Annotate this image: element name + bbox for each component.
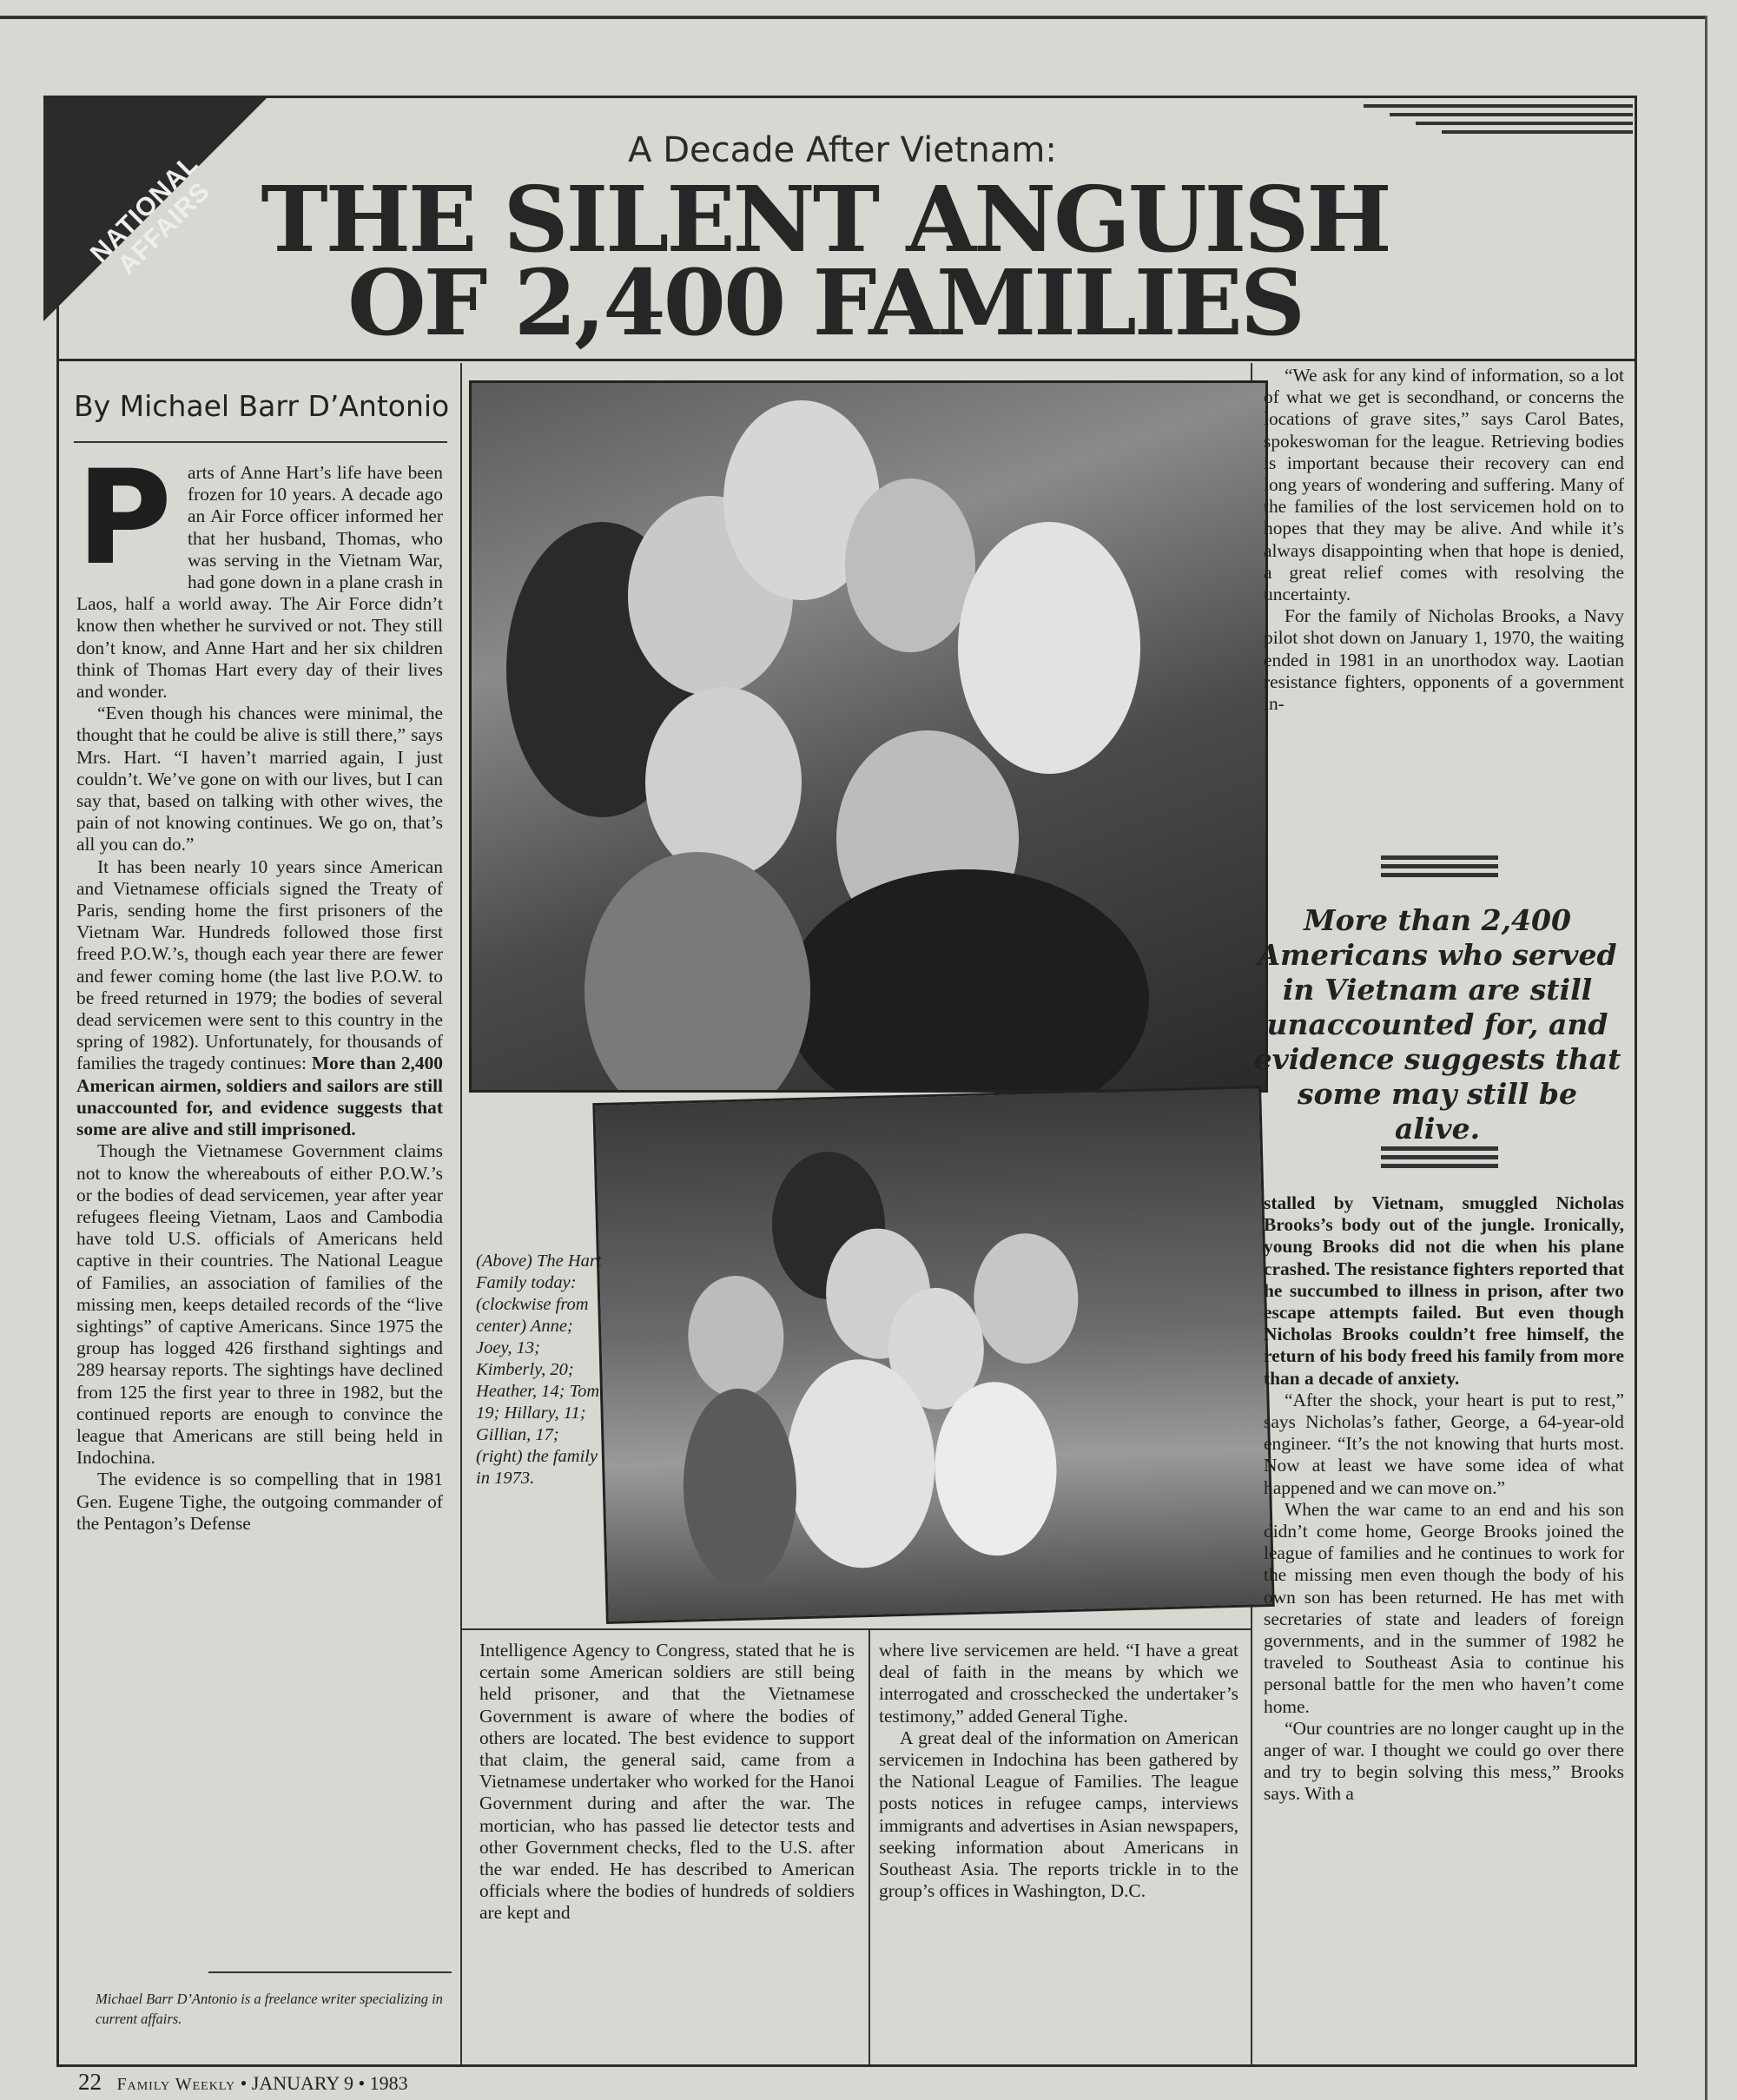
pullquote-rule (1381, 1164, 1498, 1168)
pullquote-rule (1381, 864, 1498, 868)
headline-line-2: OF 2,400 FAMILIES (347, 249, 1303, 356)
article-column-1 (76, 443, 443, 1535)
paragraph: For the family of Nicholas Brooks, a Navy pilot shot down on January 1, 1970, the waiting ended in 1981 in an unorthodox way. Laotian resistance fighters, opponents of a government in- (1264, 605, 1624, 715)
pull-quote: More than 2,400 Americans who served in Vietnam are still unaccounted for, and evidence suggests that some may still be alive. (1253, 903, 1621, 1146)
paragraph: arts of Anne Hart’s life have been frozen for 10 years. A decade ago an Air Force officer informed her that her husband, Thomas, who was serving in the Vietnam War, had gone down in a plane crash in Laos, half a world away. The Air Force didn’t know then whether he survived or not. They still don’t know, and Anne Hart and her six children think of Thomas Hart every day of their lives and wonder. (76, 462, 443, 703)
paragraph: “Even though his chances were minimal, the thought that he could be alive is still there,” says Mrs. Hart. “I haven’t married again, I just couldn’t. We’ve gone on with our lives, but I can say that, based on talking with other wives, the pain of not knowing continues. We go on, that’s all you can do.” (76, 703, 443, 855)
issue-date: • JANUARY 9 • 1983 (240, 2072, 408, 2094)
header-rule (56, 359, 1637, 361)
page-number: 22 (78, 2069, 102, 2095)
headline-line-1: THE SILENT ANGUISH (261, 166, 1390, 273)
paragraph: The evidence is so compelling that in 1981 Gen. Eugene Tighe, the outgoing commander of the Pentagon’s Defense (76, 1469, 443, 1534)
photo-bottom-rule (460, 1628, 1251, 1630)
pullquote-rule (1381, 855, 1498, 860)
paragraph: Though the Vietnamese Government claims not to know the whereabouts of either P.O.W.’s or the bodies of dead servicemen, year after year refugees fleeing Vietnam, Laos and Cambodia have told U.S. officials of Americans held captive in their countries. The National League of Families, an association of families of the missing men, keeps detailed records of the “live sightings” of captive Americans. Since 1975 the group has logged 426 firsthand sightings and 289 hearsay reports. The sightings have declined from 125 the first year to three in 1982, but the continued reports are enough to convince the league that Americans are still being held in Indochina. (76, 1140, 443, 1469)
paragraph: “Our countries are no longer caught up in the anger of war. I thought we could go over there and try to begin solving this mess,” Brooks says. With a (1264, 1717, 1624, 1805)
article-column-3 (879, 1640, 1238, 1902)
decorative-rules (1364, 104, 1633, 139)
byline: By Michael Barr D’Antonio (74, 389, 450, 423)
pullquote-rule (1381, 1155, 1498, 1159)
paragraph (76, 856, 443, 1141)
family-photo-today (469, 380, 1268, 1093)
right-border (1705, 16, 1707, 2100)
pullquote-rule (1381, 873, 1498, 877)
pullquote-rule (1381, 1146, 1498, 1151)
column-rule (460, 363, 462, 2065)
top-border (0, 16, 1707, 19)
paragraph: Intelligence Agency to Congress, stated that he is certain some American soldiers are still being held prisoner, and that the Vietnamese Government is aware of where the bodies of others are located. The best evidence to support that claim, the general said, came from a Vietnamese undertaker who worked for the Hanoi Government during and after the war. The mortician, who has passed lie detector tests and other Government checks, fled to the U.S. after the war ended. He has described to American officials where the bodies of hundreds of soldiers are kept and (479, 1640, 855, 1924)
article-column-4-bottom (1264, 1192, 1624, 1806)
section-tag (43, 96, 269, 321)
bio-rule (208, 1971, 452, 1973)
section-tag-text: NATIONAL AFFAIRS (84, 149, 216, 281)
family-photo-1973 (592, 1086, 1274, 1624)
paragraph: “After the shock, your heart is put to rest,” says Nicholas’s father, George, a 64-year-old engineer. “It’s the not knowing that hurts most. Now at least we have some idea of what happened and we can move on.” (1264, 1389, 1624, 1498)
paragraph (1264, 1192, 1624, 1390)
article-column-4-top (1264, 365, 1624, 715)
paragraph: “We ask for any kind of information, so a lot of what we get is secondhand, or concerns the locations of grave sites,” says Carol Bates, spokeswoman for the league. Retrieving bodies is important because their recovery can end long years of wondering and suffering. Many of the families of the lost servicemen hold on to hopes that they may be alive. And while it’s always disappointing when that hope is denied, a great relief comes with resolving the uncertainty. (1264, 365, 1624, 605)
paragraph: A great deal of the information on American servicemen in Indochina has been gathered by the National League of Families. The league posts notices in refugee camps, interviews immigrants and advertises in Asian newspapers, seeking information about Americans in Southeast Asia. The reports trickle in to the group’s offices in Washington, D.C. (879, 1727, 1238, 1902)
author-bio: Michael Barr D’Antonio is a freelance writer specializing in current affairs. (96, 1991, 443, 2027)
paragraph-text: stalled by Vietnam, smuggled Nicholas Brooks’s body out of the jungle. Ironically, young Brooks did not die when his plane crashed. The resistance fighters reported that he succumbed to illness in prison, after two escape attempts failed. But even though Nicholas Brooks couldn’t free himself, the return of his body freed his family from more than a decade of anxiety. (1264, 1192, 1624, 1389)
page-footer (78, 2069, 408, 2096)
paragraph: where live servicemen are held. “I have a great deal of faith in the means by which we interrogated and crosschecked the undertaker’s testimony,” added General Tighe. (879, 1640, 1238, 1727)
headline (261, 166, 1390, 356)
publication-name: Family Weekly (116, 2075, 236, 2094)
kicker: A Decade After Vietnam: (628, 130, 1057, 170)
drop-cap: P (76, 443, 172, 594)
article-column-2 (479, 1640, 855, 1925)
column-rule (868, 1628, 870, 2065)
paragraph: When the war came to an end and his son didn’t come home, George Brooks joined the league of families and he continues to work for the missing men even though the body of his own son has been returned. He has met with secretaries of state and leaders of foreign governments, and in the summer of 1982 he traveled to Southeast Asia to continue his personal battle for the men who haven’t come home. (1264, 1498, 1624, 1717)
paragraph-text: It has been nearly 10 years since American and Vietnamese officials signed the Treaty of Paris, sending home the first prisoners of the Vietnam War. Hundreds followed those first freed P.O.W.’s, though each year there are fewer and fewer coming home (the last live P.O.W. to be freed returned in 1979; the bodies of several dead servicemen were sent to this country in the spring of 1982). Unfortunately, for thousands of families the tragedy continues: (76, 855, 443, 1074)
paragraph-bold-text: More than 2,400 American airmen, soldiers and sailors are still unaccounted for, and evidence suggests that some are alive and still imprisoned. (76, 1053, 443, 1140)
photo-caption: (Above) The Hart Family today: (clockwise from center) Anne; Joey, 13; Kimberly, 20; Heather, 14; Tom, 19; Hillary, 11; Gillian, 17; (right) the family in 1973. (476, 1251, 604, 1488)
